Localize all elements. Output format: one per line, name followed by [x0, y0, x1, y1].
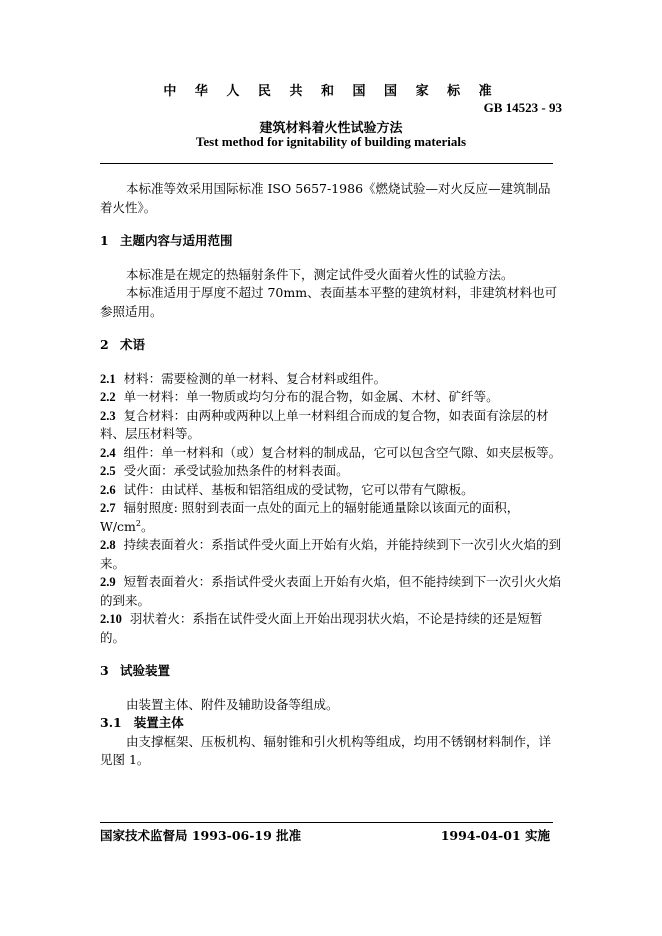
term-number: 2.3	[100, 408, 116, 423]
section-title: 术语	[120, 337, 146, 352]
section-3-paragraph: 由装置主体、附件及辅助设备等组成。	[126, 696, 339, 712]
term-item	[100, 370, 562, 389]
term-number: 2.8	[100, 538, 116, 552]
term-text: 持续表面着火：系指试件受火面上开始有火焰，并能持续到下一次引火火焰的到来。	[100, 537, 562, 571]
section-1-paragraph-1: 本标准是在规定的热辐射条件下，测定试件受火面着火性的试验方法。	[126, 266, 514, 282]
section-2-heading	[100, 336, 562, 355]
term-item	[100, 444, 562, 463]
standard-code: GB 14523 - 93	[483, 100, 562, 115]
term-text: 短暂表面着火：系指试件受火表面上开始有火焰，但不能持续到下一次引火火焰的到来。	[100, 574, 562, 608]
term-item	[100, 388, 562, 407]
term-item	[100, 610, 562, 647]
header-divider	[100, 163, 553, 164]
approval-date: 国家技术监督局 1993-06-19 批准	[100, 828, 302, 843]
term-tail: 。	[141, 518, 154, 534]
term-text: 羽状着火：系指在试件受火面上开始出现羽状火焰，不论是持续的还是短暂的。	[100, 611, 543, 645]
term-text: 受火面：承受试验加热条件的材料表面。	[123, 463, 349, 478]
term-text: 辐射照度: 照射到表面一点处的面元上的辐射能通量除以该面元的面积，W/cm	[100, 500, 520, 534]
section-number: 2	[100, 337, 109, 352]
term-number: 2.2	[100, 390, 116, 404]
national-standard-heading: 中 华 人 民 共 和 国 国 家 标 准	[163, 84, 499, 99]
subsection-3-1-heading	[100, 714, 562, 733]
document-title-en: Test method for ignitability of building materials	[195, 134, 467, 149]
term-text: 材料：需要检测的单一材料、复合材料或组件。	[123, 370, 387, 386]
term-number: 2.9	[100, 575, 116, 589]
section-1-heading	[100, 232, 562, 251]
section-1-paragraph-2: 本标准适用于厚度不超过 70mm、表面基本平整的建筑材料，非建筑材料也可参照适用。	[100, 285, 558, 319]
term-item	[100, 462, 562, 481]
section-number: 3	[100, 663, 109, 678]
term-number: 2.5	[100, 464, 116, 478]
term-number: 2.4	[100, 445, 116, 460]
term-item	[100, 407, 562, 444]
implementation-date: 1994-04-01 实施	[440, 828, 550, 843]
term-superscript: 2	[135, 518, 142, 528]
term-text: 单一材料：单一物质或均匀分布的混合物，如金属、木材、矿纤等。	[123, 389, 499, 404]
term-item	[100, 499, 562, 536]
footer-divider	[100, 822, 553, 823]
term-text: 组件：单一材料和（或）复合材料的制成品，它可以包含空气隙、如夹层板等。	[123, 444, 562, 460]
section-3-heading	[100, 662, 562, 681]
term-number: 2.1	[100, 371, 116, 386]
subsection-number: 3.1	[100, 715, 122, 730]
term-text: 试件：由试样、基板和铝箔组成的受试物，它可以带有气隙板。	[123, 481, 474, 497]
section-title: 试验装置	[120, 663, 171, 678]
term-number: 2.7	[100, 501, 116, 515]
document-body	[100, 180, 562, 770]
intro-paragraph: 本标准等效采用国际标准 ISO 5657-1986《燃烧试验—对火反应—建筑制品着火性》。	[100, 181, 551, 215]
term-item	[100, 536, 562, 573]
term-item	[100, 573, 562, 610]
document-title-cn: 建筑材料着火性试验方法	[259, 121, 403, 136]
term-number: 2.10	[100, 612, 122, 626]
term-item	[100, 481, 562, 500]
term-number: 2.6	[100, 482, 116, 497]
subsection-3-1-paragraph: 由支撑框架、压板机构、辐射锥和引火机构等组成，均用不锈钢材料制作，详见图 1。	[100, 733, 552, 767]
term-text: 复合材料：由两种或两种以上单一材料组合而成的复合物，如表面有涂层的材料、层压材料等。	[100, 407, 549, 441]
subsection-title: 装置主体	[133, 715, 184, 730]
section-number: 1	[100, 233, 109, 248]
section-title: 主题内容与适用范围	[120, 233, 233, 248]
